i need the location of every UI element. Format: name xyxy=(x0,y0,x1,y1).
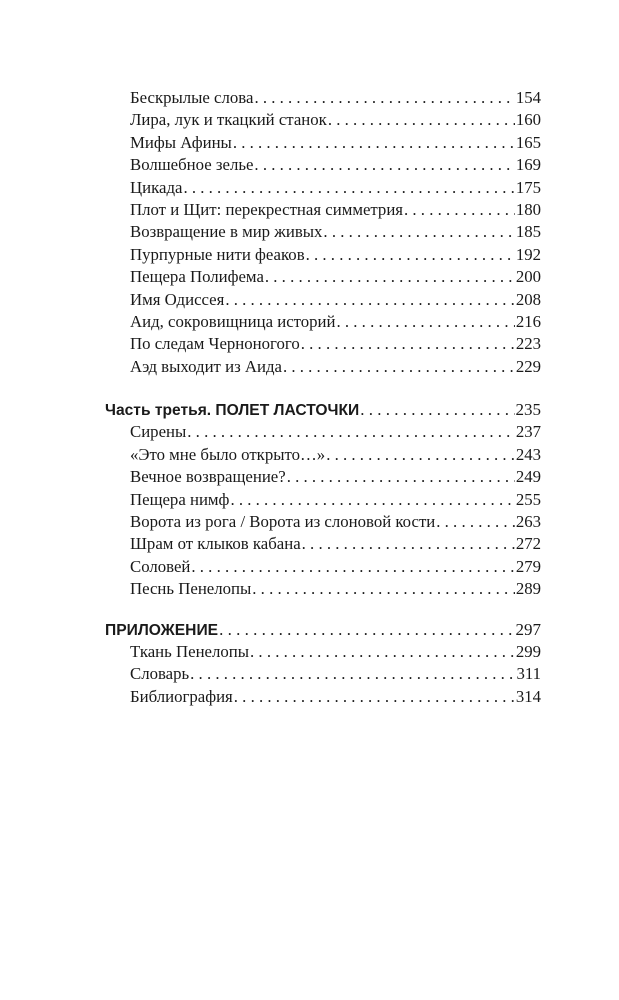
toc-entry-title: Песнь Пенелопы xyxy=(130,579,252,599)
leader-dots xyxy=(230,489,514,511)
toc-entry-title: Волшебное зелье xyxy=(130,155,254,175)
toc-entry-page: 180 xyxy=(515,199,541,219)
section-spacer xyxy=(105,601,541,619)
toc-entry[interactable] xyxy=(105,356,541,378)
part-title: ПОЛЕТ ЛАСТОЧКИ xyxy=(215,402,360,420)
toc-entry-title: Плот и Щит: перекрестная симметрия xyxy=(130,199,404,219)
toc-entry-page: 235 xyxy=(515,400,541,420)
toc-entry-title: Цикада xyxy=(130,177,183,197)
leader-dots xyxy=(183,177,514,199)
leader-dots xyxy=(323,221,514,243)
appendix-title: ПРИЛОЖЕНИЕ xyxy=(105,621,219,639)
leader-dots xyxy=(328,109,515,131)
toc-entry-title: Ткань Пенелопы xyxy=(130,641,250,661)
leader-dots xyxy=(360,399,514,421)
toc-entry[interactable] xyxy=(105,154,541,176)
toc-entry[interactable] xyxy=(105,177,541,199)
toc-entry-title: Аид, сокровищница историй xyxy=(130,311,336,331)
toc-entry[interactable] xyxy=(105,87,541,109)
toc-entry-title: Ворота из рога / Ворота из слоновой кости xyxy=(130,512,436,532)
toc-entry-title: Лира, лук и ткацкий станок xyxy=(130,110,327,130)
toc-entry[interactable] xyxy=(105,556,541,578)
toc-entry-page: 314 xyxy=(515,686,541,706)
toc-entry[interactable] xyxy=(105,489,541,511)
leader-dots xyxy=(287,466,515,488)
toc-entry-title: Пещера Полифема xyxy=(130,267,264,287)
toc-entry-page: 216 xyxy=(515,311,541,331)
toc-entry-page: 208 xyxy=(515,289,541,309)
toc-entry-page: 272 xyxy=(515,534,541,554)
toc-entry-title: Вечное возвращение? xyxy=(130,467,286,487)
toc-entry-title: Соловей xyxy=(130,556,191,576)
leader-dots xyxy=(254,154,514,176)
part-label: Часть третья. xyxy=(105,402,212,420)
part-heading-title xyxy=(105,399,359,422)
table-of-contents xyxy=(105,87,541,708)
toc-entry[interactable] xyxy=(105,466,541,488)
toc-entry-page: 229 xyxy=(515,356,541,376)
leader-dots xyxy=(306,244,515,266)
toc-entry-page: 165 xyxy=(515,132,541,152)
toc-entry-title: Шрам от клыков кабана xyxy=(130,534,301,554)
toc-entry[interactable] xyxy=(105,244,541,266)
toc-entry[interactable] xyxy=(105,333,541,355)
toc-entry-page: 243 xyxy=(515,444,541,464)
toc-entry-page: 200 xyxy=(515,267,541,287)
toc-group-3 xyxy=(105,641,541,708)
toc-entry-title: Пурпурные нити феаков xyxy=(130,244,305,264)
leader-dots xyxy=(283,356,515,378)
toc-entry[interactable] xyxy=(105,511,541,533)
leader-dots xyxy=(190,663,515,685)
leader-dots xyxy=(233,132,515,154)
toc-entry-page: 154 xyxy=(515,88,541,107)
toc-entry[interactable] xyxy=(105,421,541,443)
toc-entry[interactable] xyxy=(105,132,541,154)
toc-entry-page: 175 xyxy=(515,177,541,197)
toc-entry-page: 279 xyxy=(515,556,541,576)
toc-entry[interactable] xyxy=(105,663,541,685)
toc-entry-title: Пещера нимф xyxy=(130,489,230,509)
toc-entry-title: Имя Одиссея xyxy=(130,289,225,309)
toc-entry-title: Аэд выходит из Аида xyxy=(130,356,282,376)
toc-entry-page: 289 xyxy=(515,579,541,599)
toc-entry-page: 297 xyxy=(515,619,541,639)
leader-dots xyxy=(326,444,515,466)
toc-entry-page: 255 xyxy=(515,489,541,509)
leader-dots xyxy=(254,87,514,109)
toc-entry[interactable] xyxy=(105,266,541,288)
toc-entry[interactable] xyxy=(105,444,541,466)
toc-appendix-heading[interactable] xyxy=(105,619,541,641)
toc-group-2 xyxy=(105,421,541,600)
leader-dots xyxy=(252,578,515,600)
toc-entry[interactable] xyxy=(105,109,541,131)
toc-entry-title: Словарь xyxy=(130,664,190,684)
leader-dots xyxy=(404,199,515,221)
leader-dots xyxy=(436,511,515,533)
toc-entry-page: 223 xyxy=(515,334,541,354)
toc-entry[interactable] xyxy=(105,578,541,600)
toc-entry-title: Мифы Афины xyxy=(130,132,232,152)
toc-part-heading[interactable] xyxy=(105,399,541,421)
leader-dots xyxy=(219,619,514,641)
toc-entry[interactable] xyxy=(105,199,541,221)
leader-dots xyxy=(234,686,515,708)
toc-group-1 xyxy=(105,87,541,378)
leader-dots xyxy=(191,556,514,578)
toc-entry[interactable] xyxy=(105,686,541,708)
leader-dots xyxy=(265,266,515,288)
toc-entry-page: 169 xyxy=(515,155,541,175)
toc-entry[interactable] xyxy=(105,289,541,311)
toc-entry-title: Сирены xyxy=(130,422,187,442)
toc-entry-page: 237 xyxy=(515,422,541,442)
leader-dots xyxy=(225,289,514,311)
toc-entry-page: 311 xyxy=(516,664,541,684)
toc-entry-title: «Это мне было открыто…» xyxy=(130,444,326,464)
leader-dots xyxy=(302,533,515,555)
toc-entry-title: Возвращение в мир живых xyxy=(130,222,323,242)
leader-dots xyxy=(187,421,515,443)
toc-entry-page: 160 xyxy=(515,110,541,130)
toc-entry[interactable] xyxy=(105,533,541,555)
toc-entry-page: 249 xyxy=(515,467,541,487)
toc-entry-page: 185 xyxy=(515,222,541,242)
toc-entry-page: 299 xyxy=(515,641,541,661)
leader-dots xyxy=(301,333,515,355)
toc-entry-page: 263 xyxy=(515,512,541,532)
toc-entry[interactable] xyxy=(105,641,541,663)
toc-entry-title: По следам Черноногого xyxy=(130,334,300,354)
toc-entry-page: 192 xyxy=(515,244,541,264)
leader-dots xyxy=(250,641,515,663)
toc-entry-title: Бескрылые слова xyxy=(130,88,254,107)
toc-entry[interactable] xyxy=(105,221,541,243)
section-spacer xyxy=(105,378,541,399)
toc-entry-title: Библиография xyxy=(130,686,233,706)
leader-dots xyxy=(337,311,515,333)
toc-entry[interactable] xyxy=(105,311,541,333)
